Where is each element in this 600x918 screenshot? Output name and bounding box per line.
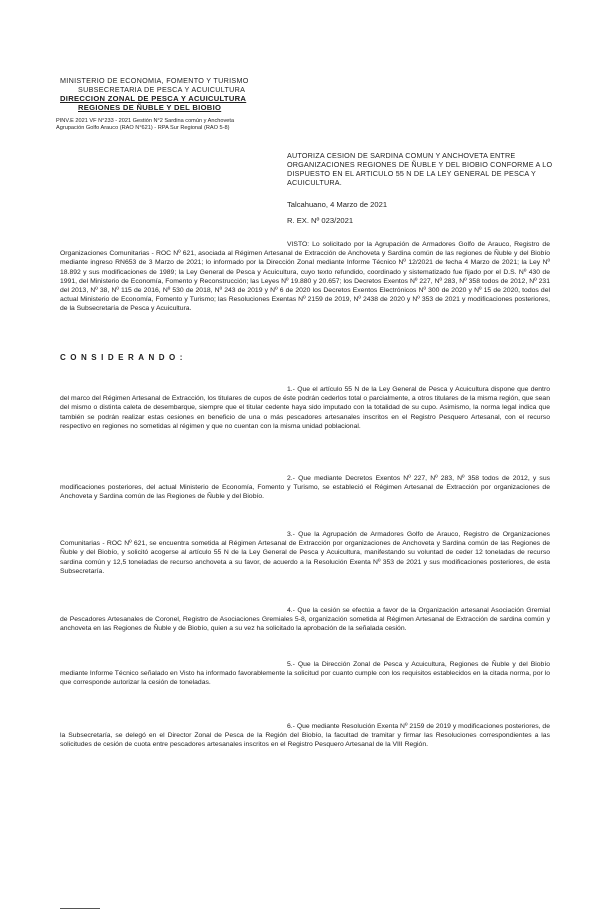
ministry-line: MINISTERIO DE ECONOMIA, FOMENTO Y TURISMO [60,76,249,85]
file-ref-line-1: PINV.E 2021 VF N°233 - 2021 Gestión N°2 Sardina común y Anchoveta [56,118,235,124]
considerando-1 [60,385,550,431]
file-ref-line-2: Agrupación Golfo Arauco (RAO N°621) - RPA Sur Regional (RAO 5-8) [56,125,230,131]
considerando-text: 3.- Que la Agrupación de Armadores Golfo de Arauco, Registro de Organizaciones Comunitarias - ROC Nº 621, se encuentra sometida al Régimen Artesanal de Extracción por organizaciones de Anchoveta y Sardina común de las Regiones de Ñuble y del Biobío, y solicitó acogerse al artículo 55 N de la Ley General de Pesca y Acuicultura, manifestando su voluntad de ceder 12 toneladas de recurso sardina común y 12,5 toneladas de recurso anchoveta a su favor, de acuerdo a la Resolución Exenta Nº 353 de 2021 y sus modificaciones posteriores, de esta Subsecretaría. [60,531,550,575]
document-date: Talcahuano, 4 Marzo de 2021 [287,200,388,209]
considerando-4 [60,606,550,634]
regiones-line: REGIONES DE ÑUBLE Y DEL BIOBIO [78,103,222,112]
letterhead [56,76,320,132]
footer-rule [60,908,100,909]
considerando-text: 6.- Que mediante Resolución Exenta Nº 2159 de 2019 y modificaciones posteriores, de la Subsecretaría, se delegó en el Director Zonal de Pesca de la Región del Biobío, la facultad de tramitar y firmar las Resoluciones correspondientes a las solicitudes de cesión de cuota entre pescadores artesanales inscritos en el Registro Pesquero Artesanal de la VIII Región. [60,723,550,749]
direccion-line: DIRECCION ZONAL DE PESCA Y ACUICULTURA [60,94,247,103]
considerando-3 [60,530,550,576]
resolution-subject: AUTORIZA CESION DE SARDINA COMUN Y ANCHOVETA ENTRE ORGANIZACIONES REGIONES DE ÑUBLE Y DEL BIOBIO CONFORME A LO DISPUESTO EN EL ARTICULO 55 N DE LA LEY GENERAL DE PESCA Y ACUICULTURA. [287,151,553,187]
subsecretaria-line: SUBSECRETARIA DE PESCA Y ACUICULTURA [78,85,246,94]
considerando-text: 1.- Que el artículo 55 N de la Ley General de Pesca y Acuicultura dispone que dentro del marco del Régimen Artesanal de Extracción, los titulares de cupos de éste podrán cederlos total o parcialmente, a otros titulares de la misma región, que sean del mismo o distinta caleta de desembarque, siempre que el titular cedente haya sido imputado con la totalidad de su cupo. Asimismo, la norma legal indica que también se podrán realizar estas cesiones en beneficio de una o más pescadores artesanales inscritos en el Registro Pesquero Artesanal, con el recurso respectivo en regiones no sometidas al régimen y que no cuentan con la misma unidad poblacional. [60,386,550,430]
considerando-text: 5.- Que la Dirección Zonal de Pesca y Acuicultura, Regiones de Ñuble y del Biobío mediante Informe Técnico señalado en Visto ha informado favorablemente la solicitud por cuanto cumple con los requisitos establecidos en la citada norma, por lo que corresponde autorizar la cesión de toneladas. [60,661,550,687]
considerando-2 [60,474,550,502]
considerando-text: 2.- Que mediante Decretos Exentos Nº 227, Nº 283, Nº 358 todos de 2012, y sus modificaciones posteriores, del actual Ministerio de Economía, Fomento y Turismo, se estableció el Régimen Artesanal de Extracción por organizaciones de Anchoveta y Sardina común de las Regiones de Ñuble y del Biobío. [60,475,550,501]
vistos-paragraph [60,240,550,314]
vistos-text: VISTO: Lo solicitado por la Agrupación de Armadores Golfo de Arauco, Registro de Organizaciones Comunitarias - ROC Nº 621, asociada al Régimen Artesanal de Extracción de Anchoveta y Sardina común de las regiones de Ñuble y del Biobío mediante ingreso RN653 de 3 Marzo de 2021; lo informado por la Dirección Zonal mediante Informe Técnico Nº 12/2021 de fecha 4 Marzo de 2021; la Ley Nº 18.892 y sus modificaciones de 1989; la Ley General de Pesca y Acuicultura, cuyo texto refundido, coordinado y sistematizado fue fijado por el D.S. Nº 430 de 1991, del Ministerio de Economía, Fomento y Reconstrucción; las Leyes Nº 19.880 y 20.657; los Decretos Exentos Nº 227, Nº 283, Nº 358 todos de 2012, Nº 231 del 2013, Nº 38, Nº 115 de 2016, Nº 530 de 2018, Nº 243 de 2019 y Nº 6 de 2020 los Decretos Exentos Electrónicos Nº 300 de 2020 y Nº 15 de 2020, todos del actual Ministerio de Economía, Fomento y Turismo; las Resoluciones Exentas Nº 2159 de 2019, Nº 2438 de 2020 y Nº 353 de 2021 y modificaciones posteriores, de la Subsecretaría de Pesca y Acuicultura. [60,241,550,313]
considerando-6 [60,722,550,750]
considerando-text: 4.- Que la cesión se efectúa a favor de la Organización artesanal Asociación Gremial de Pescadores Artesanales de Coronel, Registro de Asociaciones Gremiales 5-8, organización sometida al Régimen Artesanal de Extracción de sardina común y anchoveta en las Regiones de Ñuble y de Biobío, quien a su vez ha solicitado la aprobación de la señalada cesión. [60,607,550,633]
section-title: CONSIDERANDO: [60,353,187,362]
considerando-5 [60,660,550,688]
resolution-number: R. EX. Nº 023/2021 [287,216,354,225]
